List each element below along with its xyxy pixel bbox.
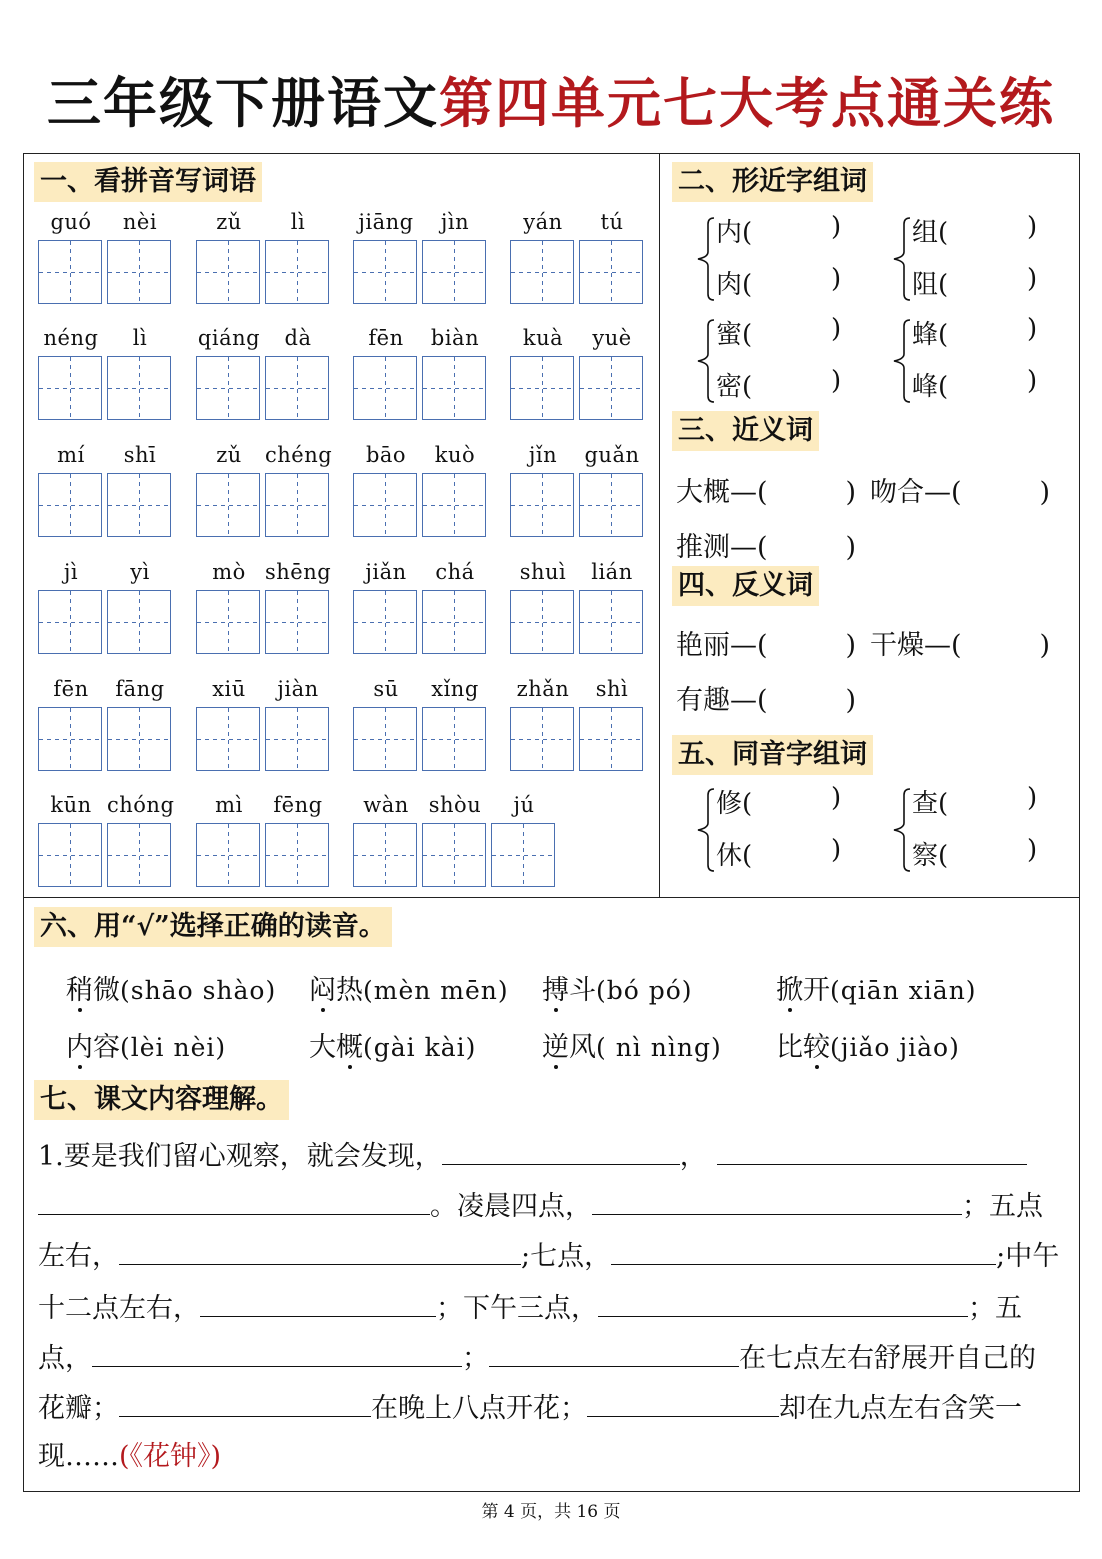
writing-box[interactable] [107, 590, 171, 654]
section3-title: 三、近义词 [672, 411, 819, 451]
writing-box[interactable] [510, 707, 574, 771]
char-item[interactable]: 阻( ) [912, 264, 1038, 300]
fill-blank[interactable] [592, 1188, 962, 1215]
writing-box[interactable] [422, 240, 486, 304]
writing-box[interactable] [38, 823, 102, 887]
pinyin-label: shì [595, 677, 629, 701]
writing-box[interactable] [579, 240, 643, 304]
pinyin-label: kuò [434, 443, 476, 467]
pinyin-label: biàn [430, 326, 480, 350]
char-item[interactable]: 峰( ) [912, 366, 1038, 402]
text-line-3: 左右， ;七点， ;中午 [38, 1237, 1059, 1277]
pinyin-label: shī [123, 443, 157, 467]
writing-box[interactable] [265, 707, 329, 771]
char-item[interactable]: 组( ) [912, 212, 1038, 248]
writing-box[interactable] [353, 356, 417, 420]
dotted-char: 概 [336, 1032, 363, 1063]
pinyin-label: tú [600, 210, 624, 234]
pinyin-label: mì [215, 793, 243, 817]
pinyin-label: mò [212, 560, 246, 584]
pinyin-label: jìn [440, 210, 470, 234]
writing-box[interactable] [38, 473, 102, 537]
writing-box[interactable] [265, 473, 329, 537]
writing-box[interactable] [579, 473, 643, 537]
char-item[interactable]: 察( ) [912, 835, 1038, 871]
writing-box[interactable] [510, 473, 574, 537]
brace-icon [890, 316, 912, 406]
char-item[interactable]: 蜂( ) [912, 314, 1038, 350]
writing-box[interactable] [196, 707, 260, 771]
fill-blank[interactable] [119, 1390, 371, 1417]
writing-box[interactable] [353, 590, 417, 654]
brace-icon [890, 214, 912, 304]
dotted-char: 逆 [542, 1032, 569, 1063]
dotted-char: 掀 [776, 975, 803, 1006]
pinyin-label: fēng [273, 793, 323, 817]
writing-box[interactable] [107, 823, 171, 887]
reading-choice[interactable]: 逆风( nì nìng) [542, 1032, 722, 1063]
pinyin-label: jǐn [528, 443, 558, 467]
pinyin-label: jiāng [358, 210, 414, 234]
fill-blank[interactable] [587, 1390, 779, 1417]
pinyin-label: lì [290, 210, 306, 234]
pinyin-label: bāo [365, 443, 407, 467]
dotted-char: 闷 [309, 975, 336, 1006]
pinyin-label: jiàn [277, 677, 319, 701]
section6-title: 六、用“√”选择正确的读音。 [34, 907, 392, 947]
source-citation: (《花钟》) [119, 1441, 222, 1472]
synonym-item[interactable]: 推测—( ) [676, 532, 857, 563]
divider-vertical [659, 153, 660, 898]
writing-box[interactable] [196, 356, 260, 420]
writing-box[interactable] [510, 240, 574, 304]
pinyin-label: wàn [363, 793, 409, 817]
fill-blank[interactable] [598, 1290, 968, 1317]
reading-choice[interactable]: 闷热(mèn mēn) [309, 975, 509, 1006]
fill-blank[interactable] [92, 1340, 462, 1367]
pinyin-label: jiǎn [365, 560, 407, 584]
reading-choice[interactable]: 大概(gài kài) [309, 1032, 477, 1063]
writing-box[interactable] [579, 590, 643, 654]
synonym-item[interactable]: 大概—( ) [676, 477, 857, 508]
section4-title: 四、反义词 [672, 566, 819, 606]
fill-blank[interactable] [38, 1188, 430, 1215]
page-title [0, 70, 1102, 136]
pinyin-label: xiū [212, 677, 246, 701]
pinyin-label: lián [591, 560, 633, 584]
writing-box[interactable] [265, 240, 329, 304]
text-line-6: 花瓣； 在晚上八点开花； 却在九点左右含笑一 [38, 1389, 1022, 1429]
reading-choice[interactable]: 稍微(shāo shào) [66, 975, 277, 1006]
pinyin-label: shuì [519, 560, 567, 584]
dotted-char: 稍 [66, 975, 93, 1006]
char-item[interactable]: 密( ) [716, 366, 842, 402]
writing-box[interactable] [422, 707, 486, 771]
writing-box[interactable] [510, 356, 574, 420]
writing-box[interactable] [38, 590, 102, 654]
pinyin-label: qiáng [197, 326, 261, 350]
antonym-item[interactable]: 干燥—( ) [870, 630, 1051, 661]
fill-blank[interactable] [200, 1290, 436, 1317]
pinyin-label: mí [57, 443, 85, 467]
pinyin-label: kuà [522, 326, 564, 350]
pinyin-label: yuè [592, 326, 632, 350]
pinyin-label: zǔ [216, 443, 242, 467]
text-line-5: 点， ； 在七点左右舒展开自己的 [38, 1339, 1036, 1379]
pinyin-label: néng [43, 326, 99, 350]
text-line-4: 十二点左右， ；下午三点， ；五 [38, 1289, 1022, 1329]
writing-box[interactable] [107, 240, 171, 304]
antonym-item[interactable]: 有趣—( ) [676, 685, 857, 716]
reading-choice[interactable]: 搏斗(bó pó) [542, 975, 693, 1006]
writing-box[interactable] [196, 823, 260, 887]
title-red: 第四单元七大考点通关练 [439, 71, 1055, 135]
reading-choice[interactable]: 比较(jiǎo jiào) [776, 1032, 960, 1063]
char-item[interactable]: 肉( ) [716, 264, 842, 300]
reading-choice[interactable]: 内容(lèi nèi) [66, 1032, 227, 1063]
pinyin-label: jì [63, 560, 79, 584]
antonym-item[interactable]: 艳丽—( ) [676, 630, 857, 661]
writing-box[interactable] [265, 356, 329, 420]
reading-choice[interactable]: 掀开(qiān xiān) [776, 975, 977, 1006]
fill-blank[interactable] [717, 1138, 1027, 1165]
brace-icon [694, 785, 716, 875]
text-line-2: 。凌晨四点， ；五点 [38, 1187, 1043, 1227]
writing-box[interactable] [353, 823, 417, 887]
char-item[interactable]: 修( ) [716, 783, 842, 819]
dotted-char: 较 [803, 1032, 830, 1063]
writing-box[interactable] [265, 590, 329, 654]
writing-box[interactable] [353, 473, 417, 537]
pinyin-label: chá [435, 560, 475, 584]
writing-box[interactable] [196, 240, 260, 304]
char-item[interactable]: 查( ) [912, 783, 1038, 819]
brace-icon [890, 785, 912, 875]
dotted-char: 内 [66, 1032, 93, 1063]
pinyin-label: sū [373, 677, 399, 701]
text-line-1: 1.要是我们留心观察，就会发现， ， [38, 1137, 1027, 1177]
pinyin-label: guó [50, 210, 92, 234]
pinyin-label: fāng [115, 677, 165, 701]
writing-box[interactable] [422, 356, 486, 420]
writing-box[interactable] [38, 707, 102, 771]
pinyin-label: dà [284, 326, 312, 350]
writing-box[interactable] [107, 707, 171, 771]
pinyin-label: jú [513, 793, 535, 817]
writing-box[interactable] [38, 356, 102, 420]
brace-icon [694, 214, 716, 304]
synonym-item[interactable]: 吻合—( ) [870, 477, 1051, 508]
pinyin-label: shòu [428, 793, 482, 817]
fill-blank[interactable] [489, 1340, 739, 1367]
writing-box[interactable] [196, 473, 260, 537]
writing-box[interactable] [196, 590, 260, 654]
char-item[interactable]: 休( ) [716, 835, 842, 871]
writing-box[interactable] [422, 473, 486, 537]
char-item[interactable]: 蜜( ) [716, 314, 842, 350]
writing-box[interactable] [422, 590, 486, 654]
pinyin-label: chóng [107, 793, 175, 817]
writing-box[interactable] [38, 240, 102, 304]
char-item[interactable]: 内( ) [716, 212, 842, 248]
fill-blank[interactable] [119, 1238, 521, 1265]
pinyin-label: kūn [50, 793, 92, 817]
writing-box[interactable] [579, 356, 643, 420]
pinyin-label: xǐng [431, 677, 479, 701]
pinyin-label: yán [523, 210, 563, 234]
writing-box[interactable] [422, 823, 486, 887]
section5-title: 五、同音字组词 [672, 735, 873, 775]
writing-box[interactable] [353, 707, 417, 771]
writing-box[interactable] [107, 473, 171, 537]
pinyin-label: nèi [122, 210, 158, 234]
pinyin-label: zhǎn [516, 677, 570, 701]
pinyin-label: shēng [265, 560, 332, 584]
pinyin-label: chéng [265, 443, 333, 467]
title-black: 三年级下册语文 [47, 71, 439, 135]
divider-horizontal [23, 897, 1080, 898]
writing-box[interactable] [107, 356, 171, 420]
section7-title: 七、课文内容理解。 [34, 1080, 289, 1120]
pinyin-label: fēn [53, 677, 89, 701]
pinyin-label: yì [130, 560, 150, 584]
dotted-char: 搏 [542, 975, 569, 1006]
fill-blank[interactable] [611, 1238, 996, 1265]
page-footer: 第 4 页，共 16 页 [481, 1502, 621, 1522]
section1-title: 一、看拼音写词语 [34, 162, 262, 202]
brace-icon [694, 316, 716, 406]
pinyin-label: guǎn [584, 443, 640, 467]
section2-title: 二、形近字组词 [672, 162, 873, 202]
writing-box[interactable] [579, 707, 643, 771]
pinyin-label: zǔ [216, 210, 242, 234]
pinyin-label: fēn [368, 326, 404, 350]
text-line-7: 现……(《花钟》) [38, 1441, 222, 1472]
fill-blank[interactable] [442, 1138, 680, 1165]
pinyin-label: lì [132, 326, 148, 350]
writing-box[interactable] [491, 823, 555, 887]
writing-box[interactable] [510, 590, 574, 654]
writing-box[interactable] [353, 240, 417, 304]
writing-box[interactable] [265, 823, 329, 887]
